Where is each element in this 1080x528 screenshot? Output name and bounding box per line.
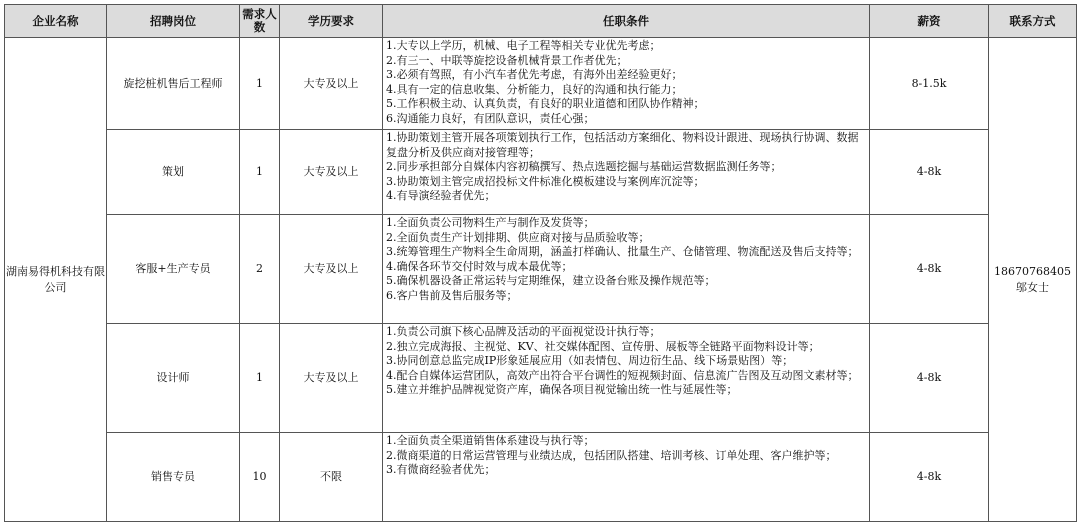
requirement-line: 3.协助策划主管完成招投标文件标准化模板建设与案例库沉淀等；: [386, 174, 705, 188]
contact-phone: 18670768405: [994, 264, 1071, 278]
requirements-cell: [383, 324, 870, 433]
requirements-cell: [383, 38, 870, 130]
table-row: [5, 324, 1077, 433]
headcount-cell: 1: [240, 130, 280, 215]
position-cell: 策划: [107, 130, 240, 215]
requirement-line: 1.大专以上学历，机械、电子工程等相关专业优先考虑；: [386, 39, 661, 52]
education-cell: 大专及以上: [280, 38, 383, 130]
salary-cell: 4-8k: [870, 215, 989, 324]
education-cell: 不限: [280, 433, 383, 522]
table-row: [5, 38, 1077, 130]
table-row: [5, 130, 1077, 215]
education-cell: 大专及以上: [280, 215, 383, 324]
requirement-line: 5.建立并维护品牌视觉资产库，确保各项目视觉输出统一性与延展性等；: [386, 383, 738, 397]
requirement-line: 2.同步承担部分自媒体内容初稿撰写、热点选题挖掘与基础运营数据监测任务等；: [386, 160, 782, 174]
requirement-line: 4.具有一定的信息收集、分析能力，良好的沟通和执行能力；: [386, 82, 683, 96]
contact-cell: [989, 38, 1077, 522]
requirement-line: 5.工作积极主动、认真负责，有良好的职业道德和团队协作精神；: [386, 97, 705, 111]
header-contact: 联系方式: [989, 5, 1077, 38]
table-row: [5, 215, 1077, 324]
requirement-line: 3.必须有驾照，有小汽车者优先考虑，有海外出差经验更好；: [386, 68, 683, 82]
recruitment-table: [4, 4, 1077, 522]
company-name: 湖南易得机科技有限公司: [5, 38, 107, 522]
requirement-line: 6.客户售前及售后服务等；: [386, 288, 518, 302]
header-company: 企业名称: [5, 5, 107, 38]
requirement-line: 3.统筹管理生产物料全生命周期，涵盖打样确认、批量生产、仓储管理、物流配送及售后支持等；: [386, 245, 859, 259]
requirement-line: 4.有导演经验者优先；: [386, 189, 496, 203]
contact-name: 邬女士: [1016, 280, 1049, 294]
table-row: [5, 433, 1077, 522]
requirement-line: 5.确保机器设备正常运转与定期维保，建立设备台账及操作规范等；: [386, 274, 716, 288]
requirement-line: 2.有三一、中联等旋挖设备机械背景工作者优先；: [386, 53, 628, 67]
header-salary: 薪资: [870, 5, 989, 38]
position-cell: 客服+生产专员: [107, 215, 240, 324]
education-cell: 大专及以上: [280, 130, 383, 215]
header-requirements: 任职条件: [383, 5, 870, 38]
position-cell: 销售专员: [107, 433, 240, 522]
position-cell: 旋挖桩机售后工程师: [107, 38, 240, 130]
requirement-line: 1.全面负责全渠道销售体系建设与执行等；: [386, 434, 595, 447]
requirement-line: 1.协助策划主管开展各项策划执行工作，包括活动方案细化、物料设计跟进、现场执行协调、数据复盘分析及供应商对接管理等；: [386, 131, 859, 159]
salary-cell: 4-8k: [870, 324, 989, 433]
requirement-line: 2.微商渠道的日常运营管理与业绩达成，包括团队搭建、培训考核、订单处理、客户维护等；: [386, 448, 837, 462]
requirement-line: 3.协同创意总监完成IP形象延展应用（如表情包、周边衍生品、线下场景贴图）等；: [386, 354, 794, 368]
requirement-line: 2.全面负责生产计划排期、供应商对接与品质验收等；: [386, 230, 650, 244]
salary-cell: 8-1.5k: [870, 38, 989, 130]
headcount-cell: 10: [240, 433, 280, 522]
education-cell: 大专及以上: [280, 324, 383, 433]
header-education: 学历要求: [280, 5, 383, 38]
headcount-cell: 1: [240, 38, 280, 130]
requirement-line: 1.全面负责公司物料生产与制作及发货等；: [386, 216, 595, 229]
headcount-cell: 1: [240, 324, 280, 433]
requirement-line: 3.有微商经验者优先；: [386, 463, 496, 477]
header-row: [5, 5, 1077, 38]
position-cell: 设计师: [107, 324, 240, 433]
requirements-cell: [383, 215, 870, 324]
requirements-cell: [383, 433, 870, 522]
requirements-cell: [383, 130, 870, 215]
header-position: 招聘岗位: [107, 5, 240, 38]
requirement-line: 4.确保各环节交付时效与成本最优等；: [386, 259, 573, 273]
headcount-cell: 2: [240, 215, 280, 324]
requirement-line: 2.独立完成海报、主视觉、KV、社交媒体配图、宣传册、展板等全链路平面物料设计等；: [386, 339, 820, 353]
header-headcount: 需求人数: [240, 5, 280, 38]
requirement-line: 1.负责公司旗下核心品牌及活动的平面视觉设计执行等；: [386, 325, 661, 338]
requirement-line: 6.沟通能力良好，有团队意识，责任心强；: [386, 111, 595, 125]
salary-cell: 4-8k: [870, 433, 989, 522]
requirement-line: 4.配合自媒体运营团队，高效产出符合平台调性的短视频封面、信息流广告图及互动图文素材等；: [386, 368, 859, 382]
salary-cell: 4-8k: [870, 130, 989, 215]
